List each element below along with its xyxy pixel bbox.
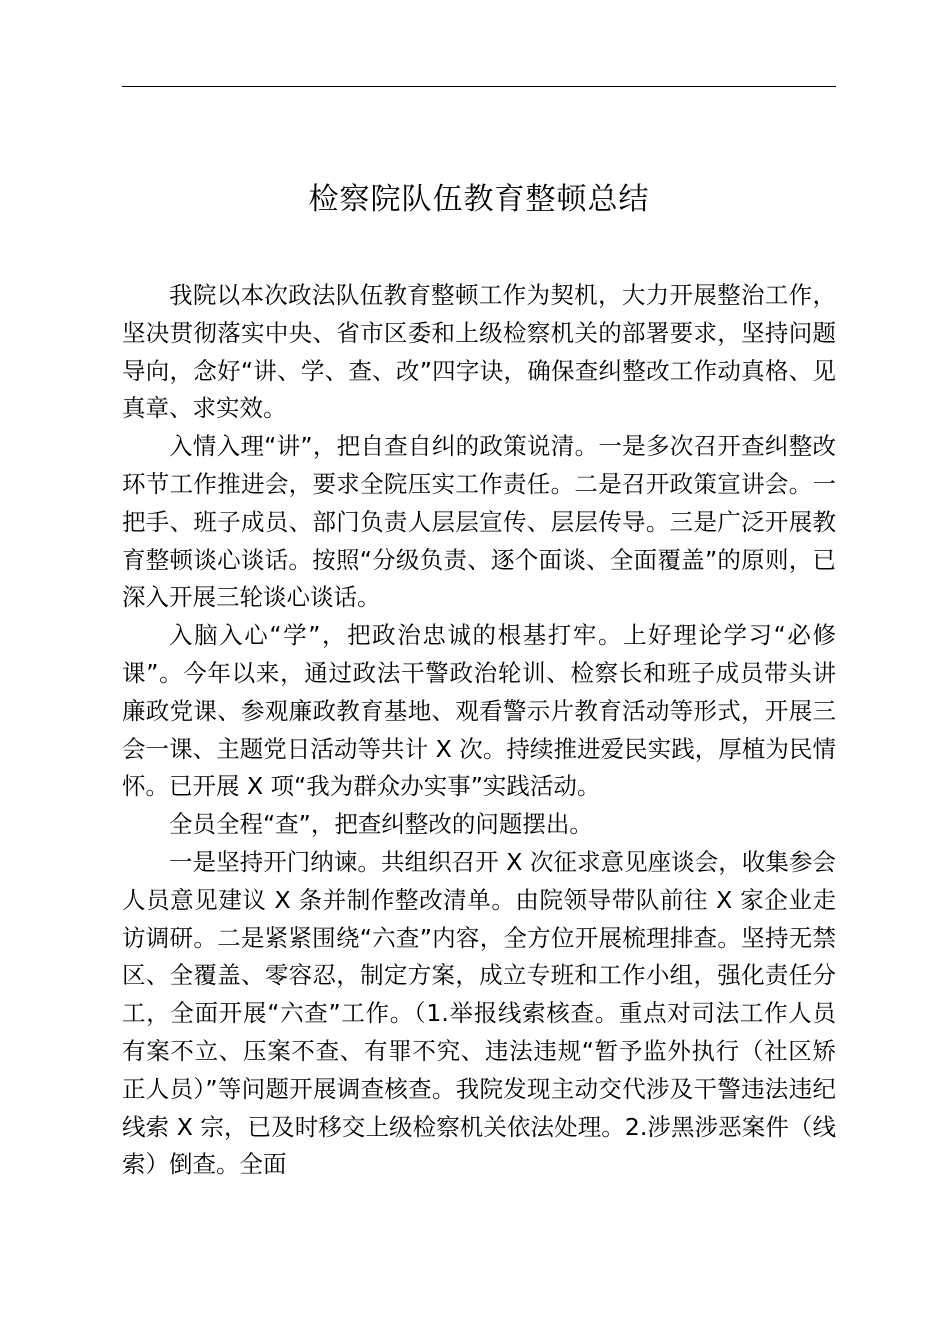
- paragraph-cha-detail: 一是坚持开门纳谏。共组织召开 X 次征求意见座谈会，收集参会人员意见建议 X 条并制作整改清单。由院领导带队前往 X 家企业走访调研。二是紧紧围绕“六查”内容，全方位开展梳理排查。坚持无禁区、全覆盖、零容忍，制定方案，成立专班和工作小组，强化责任分工，全面开展“六查”工作。（1.举报线索核查。重点对司法工作人员有案不立、压案不查、有罪不究、违法违规“暂予监外执行（社区矫正人员）”等问题开展调查核查。我院发现主动交代涉及干警违法违纪线索 X 宗，已及时移交上级检察机关依法处理。2.涉黑涉恶案件（线索）倒查。全面: [122, 847, 836, 1179]
- paragraph-xue: 入脑入心“学”，把政治忠诚的根基打牢。上好理论学习“必修课”。今年以来，通过政法干警政治轮训、检察长和班子成员带头讲廉政党课、参观廉政教育基地、观看警示片教育活动等形式，开展三会一课、主题党日活动等共计 X 次。持续推进爱民实践，厚植为民情怀。已开展 X 项“我为群众办实事”实践活动。: [122, 621, 836, 801]
- paragraph-cha-heading: 全员全程“查”，把查纠整改的问题摆出。: [169, 810, 593, 839]
- header-rule: [122, 86, 836, 87]
- document-body: [122, 277, 836, 1184]
- paragraph-intro: 我院以本次政法队伍教育整顿工作为契机，大力开展整治工作，坚决贯彻落实中央、省市区委和上级检察机关的部署要求，坚持问题导向，念好“讲、学、查、改”四字诀，确保查纠整改工作动真格、见真章、求实效。: [122, 281, 836, 423]
- document-title: 检察院队伍教育整顿总结: [308, 182, 650, 217]
- paragraph-jiang: 入情入理“讲”，把自查自纠的政策说清。一是多次召开查纠整改环节工作推进会，要求全院压实工作责任。二是召开政策宣讲会。一把手、班子成员、部门负责人层层宣传、层层传导。三是广泛开展教育整顿谈心谈话。按照“分级负责、逐个面谈、全面覆盖”的原则，已深入开展三轮谈心谈话。: [122, 432, 836, 612]
